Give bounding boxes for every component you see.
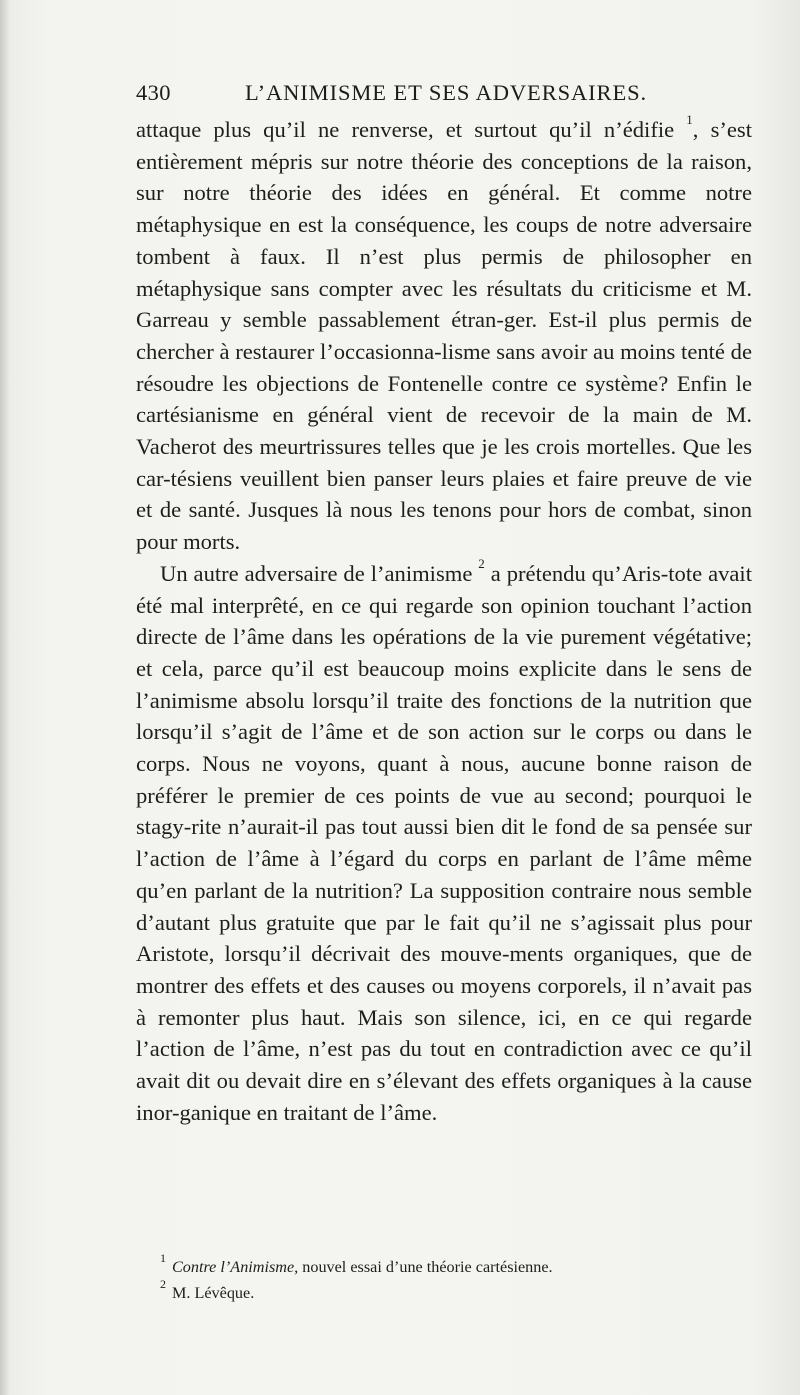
footnote-marker-2: 2 <box>160 1276 166 1291</box>
paragraph-1-text-end: , s’est entièrement mépris sur notre théorie des conceptions de la raison, sur notre théorie des idées en général. Et comme notre métaphysique en est la conséquence, les coups de notre adversaire tombent à faux. Il n’est plus permis de philosopher en métaphysique sans compter avec les résultats du criticisme et M. Garreau y semble passablement étran-ger. Est-il plus permis de chercher à restaurer l’occasionna-lisme sans avoir au moins tenté de résoudre les objections de Fontenelle contre ce système? Enfin le cartésianisme en général vient de recevoir de la main de M. Vacherot des meurtrissures telles que je les crois mortelles. Que les car-tésiens veuillent bien panser leurs plaies et faire preuve de vie et de santé. Jusques là nous les tenons pour hors de combat, sinon pour morts. <box>136 117 752 555</box>
paragraph-1-text-start: attaque plus qu’il ne renverse, et surtout qu’il n’édifie <box>136 117 687 142</box>
running-title: L’ANIMISME ET SES ADVERSAIRES. <box>245 80 648 105</box>
footnote-1-title: Contre l’Animisme, <box>172 1258 299 1276</box>
footnote-2 <box>160 1276 750 1306</box>
body-text <box>136 114 752 1129</box>
footnotes <box>160 1250 750 1306</box>
page-gutter-shadow <box>0 0 10 1395</box>
footnote-ref-1: 1 <box>686 112 693 128</box>
paragraph-1 <box>136 114 752 558</box>
footnote-1 <box>160 1250 750 1280</box>
footnote-marker-1: 1 <box>160 1250 166 1265</box>
paragraph-2-text-end: a prétendu qu’Aris-tote avait été mal interprêté, en ce qui regarde son opinion touchant l’action directe de l’âme dans les opérations de la vie purement végétative; et cela, parce qu’il est beaucoup moins explicite dans le sens de l’animisme absolu lorsqu’il traite des fonctions de la nutrition que lorsqu’il s’agit de l’âme et de son action sur le corps ou dans le corps. Nous ne voyons, quant à nous, aucune bonne raison de préférer le premier de ces points de vue au second; pourquoi le stagy-rite n’aurait-il pas tout aussi bien dit le fond de sa pensée sur l’action de l’âme à l’égard du corps en parlant de l’âme même qu’en parlant de la nutrition? La supposition contraire nous semble d’autant plus gratuite que par le fait qu’il ne s’agissait plus pour Aristote, lorsqu’il décrivait des mouve-ments organiques, que de montrer des effets et des causes ou moyens corporels, il n’avait pas à remonter plus haut. Mais son silence, ici, en ce qui regarde l’action de l’âme, n’est pas du tout en contradiction avec ce qu’il avait dit ou devait dire en s’élevant des effets organiques à la cause inor-ganique en traitant de l’âme. <box>136 560 752 1125</box>
paragraph-2-text-start: Un autre adversaire de l’animisme <box>160 560 479 586</box>
footnote-2-text: M. Lévêque. <box>172 1284 255 1302</box>
paragraph-2 <box>136 558 752 1129</box>
page-number: 430 <box>136 80 171 105</box>
page-header <box>136 80 752 116</box>
footnote-ref-2: 2 <box>478 556 485 572</box>
footnote-1-text: nouvel essai d’une théorie cartésienne. <box>298 1258 553 1276</box>
